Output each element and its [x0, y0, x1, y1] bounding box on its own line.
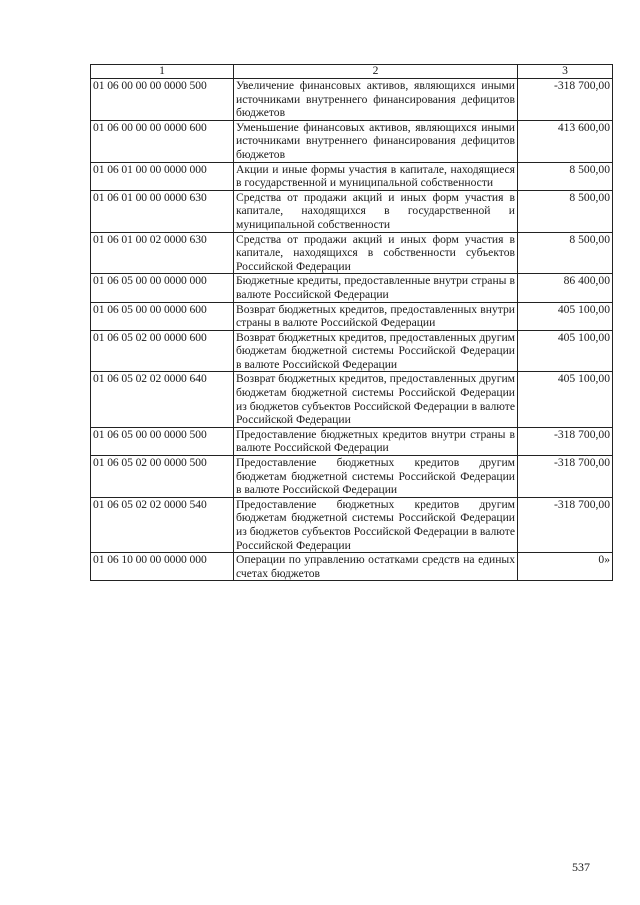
cell-code: 01 06 01 00 00 0000 000 [91, 162, 234, 190]
table-row [91, 497, 613, 552]
cell-amount: 405 100,00 [518, 330, 613, 372]
cell-amount: 413 600,00 [518, 120, 613, 162]
cell-code: 01 06 00 00 00 0000 500 [91, 79, 234, 121]
cell-code: 01 06 00 00 00 0000 600 [91, 120, 234, 162]
cell-amount: 0» [518, 553, 613, 581]
cell-code: 01 06 10 00 00 0000 000 [91, 553, 234, 581]
cell-description: Возврат бюджетных кредитов, предоставленных внутри страны в валюте Российской Федерации [234, 302, 518, 330]
table-row [91, 232, 613, 274]
cell-amount: -318 700,00 [518, 456, 613, 498]
cell-description: Уменьшение финансовых активов, являющихся иными источниками внутреннего финансирования дефицитов бюджетов [234, 120, 518, 162]
cell-amount: -318 700,00 [518, 79, 613, 121]
cell-code: 01 06 05 02 00 0000 600 [91, 330, 234, 372]
cell-code: 01 06 01 00 02 0000 630 [91, 232, 234, 274]
column-header-description: 2 [234, 65, 518, 79]
table-row [91, 190, 613, 232]
cell-description: Операции по управлению остатками средств на единых счетах бюджетов [234, 553, 518, 581]
page-number: 537 [572, 860, 590, 874]
cell-description: Возврат бюджетных кредитов, предоставленных другим бюджетам бюджетной системы Российской Федерации из бюджетов субъектов Российской Федерации в валюте Российской Федерации [234, 372, 518, 427]
cell-amount: 8 500,00 [518, 190, 613, 232]
cell-description: Предоставление бюджетных кредитов внутри страны в валюте Российской Федерации [234, 427, 518, 455]
cell-amount: -318 700,00 [518, 497, 613, 552]
cell-description: Предоставление бюджетных кредитов другим бюджетам бюджетной системы Российской Федерации из бюджетов субъектов Российской Федерации в валюте Российской Федерации [234, 497, 518, 552]
table-row [91, 79, 613, 121]
cell-description: Средства от продажи акций и иных форм участия в капитале, находящихся в государственной и муниципальной собственности [234, 190, 518, 232]
cell-amount: 405 100,00 [518, 302, 613, 330]
cell-amount: 405 100,00 [518, 372, 613, 427]
cell-code: 01 06 01 00 00 0000 630 [91, 190, 234, 232]
cell-description: Возврат бюджетных кредитов, предоставленных другим бюджетам бюджетной системы Российской Федерации в валюте Российской Федерации [234, 330, 518, 372]
cell-code: 01 06 05 02 00 0000 500 [91, 456, 234, 498]
table-row [91, 274, 613, 302]
table-header-row [91, 65, 613, 79]
cell-amount: -318 700,00 [518, 427, 613, 455]
cell-code: 01 06 05 02 02 0000 540 [91, 497, 234, 552]
table-row [91, 302, 613, 330]
table-row [91, 330, 613, 372]
cell-description: Средства от продажи акций и иных форм участия в капитале, находящихся в собственности субъектов Российской Федерации [234, 232, 518, 274]
table-row [91, 456, 613, 498]
table-row [91, 162, 613, 190]
cell-description: Предоставление бюджетных кредитов другим бюджетам бюджетной системы Российской Федерации в валюте Российской Федерации [234, 456, 518, 498]
table-row [91, 120, 613, 162]
budget-sources-table [90, 64, 613, 581]
cell-description: Увеличение финансовых активов, являющихся иными источниками внутреннего финансирования дефицитов бюджетов [234, 79, 518, 121]
table-row [91, 553, 613, 581]
cell-description: Акции и иные формы участия в капитале, находящиеся в государственной и муниципальной собственности [234, 162, 518, 190]
table-row [91, 427, 613, 455]
column-header-amount: 3 [518, 65, 613, 79]
cell-amount: 8 500,00 [518, 232, 613, 274]
cell-code: 01 06 05 02 02 0000 640 [91, 372, 234, 427]
column-header-code: 1 [91, 65, 234, 79]
cell-description: Бюджетные кредиты, предоставленные внутри страны в валюте Российской Федерации [234, 274, 518, 302]
cell-code: 01 06 05 00 00 0000 600 [91, 302, 234, 330]
cell-amount: 8 500,00 [518, 162, 613, 190]
cell-amount: 86 400,00 [518, 274, 613, 302]
cell-code: 01 06 05 00 00 0000 500 [91, 427, 234, 455]
table-row [91, 372, 613, 427]
cell-code: 01 06 05 00 00 0000 000 [91, 274, 234, 302]
